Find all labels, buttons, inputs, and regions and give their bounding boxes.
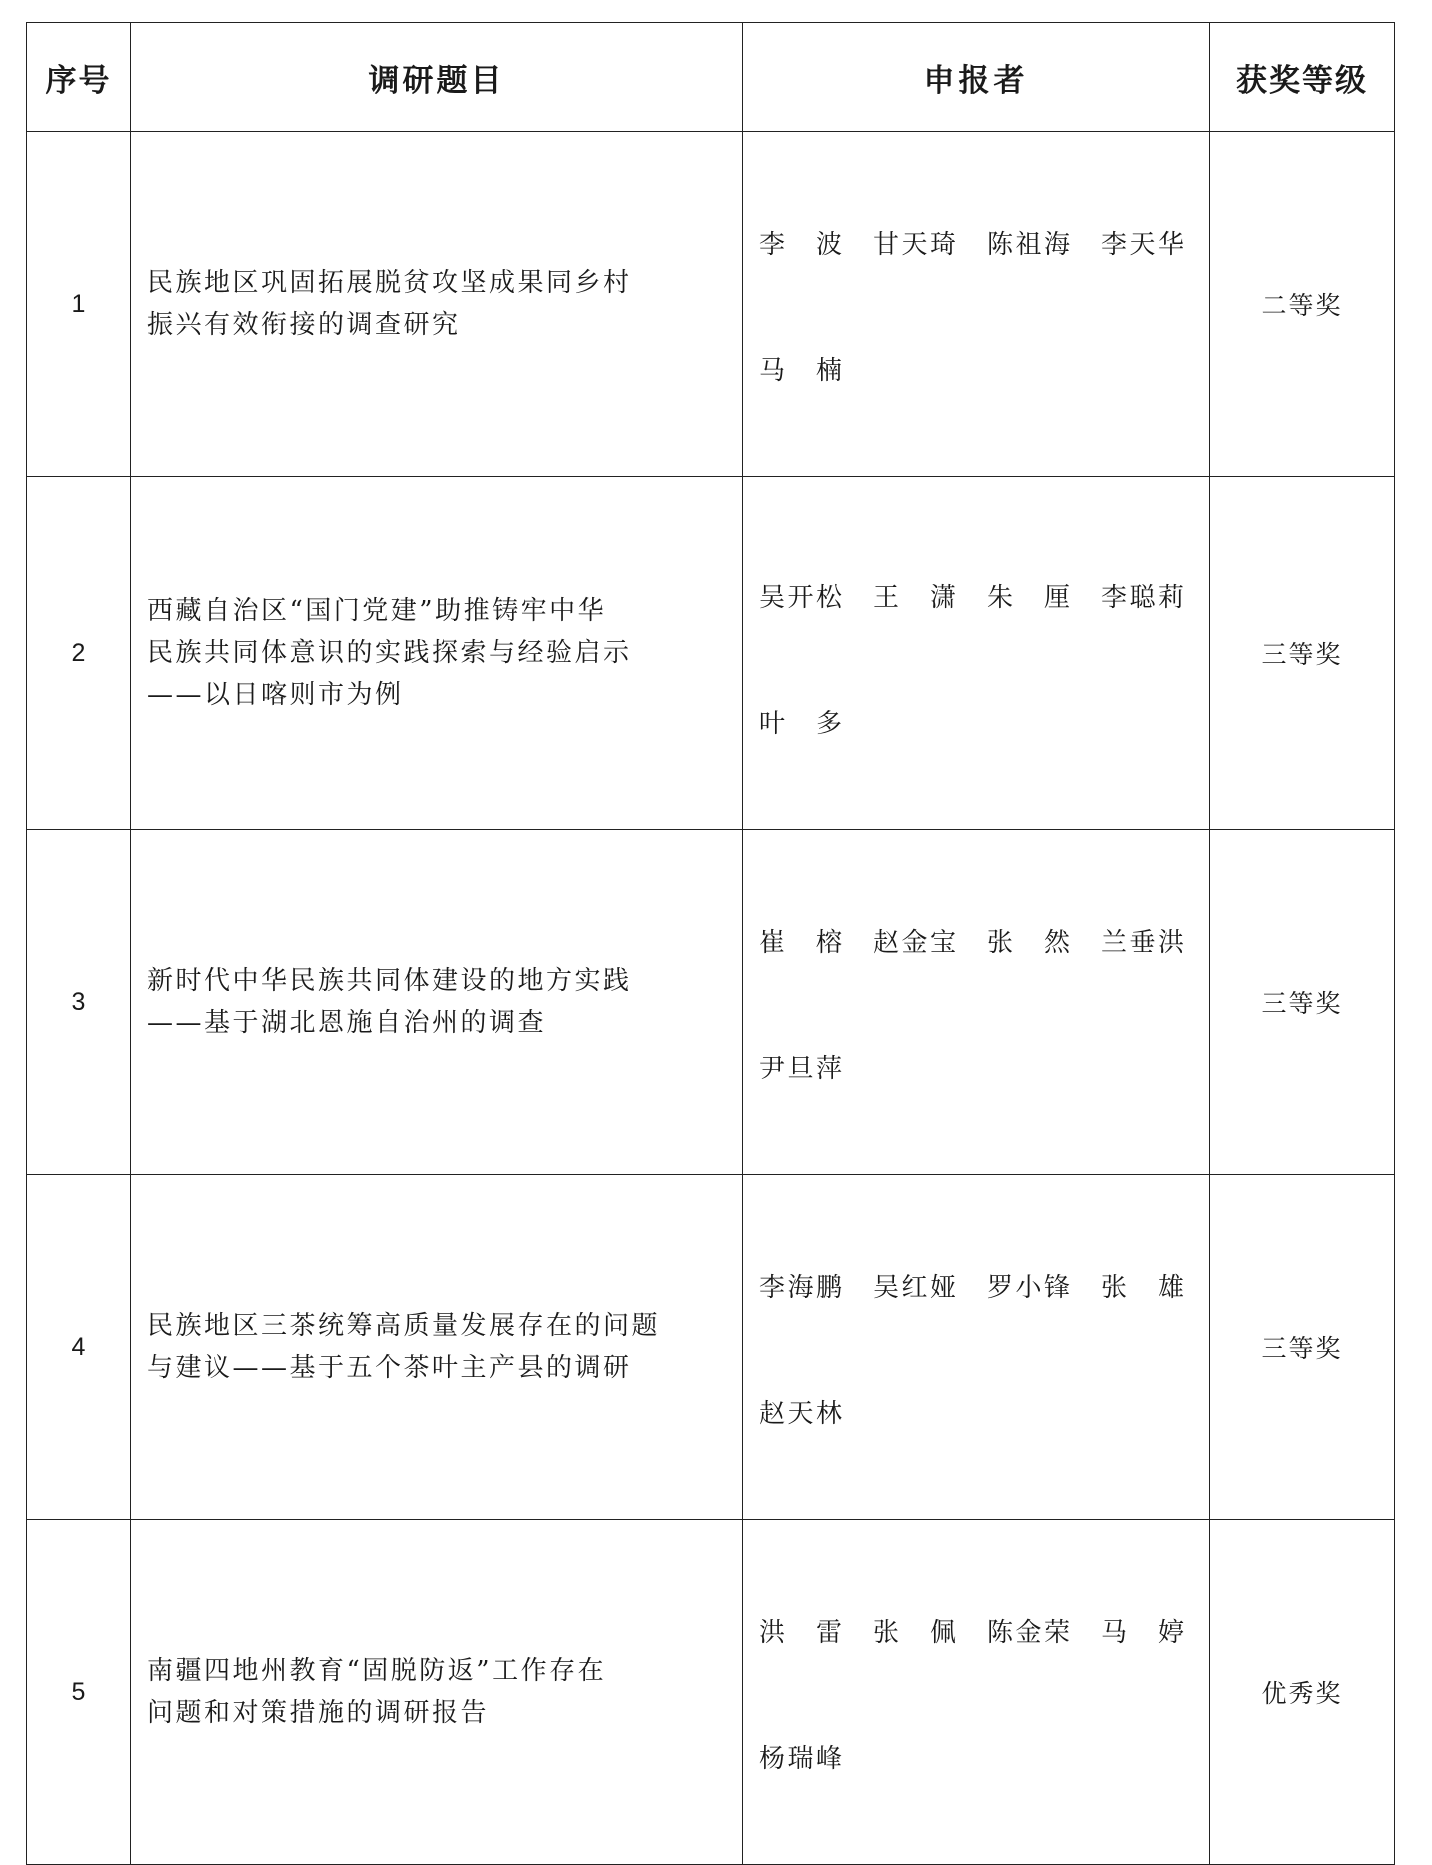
row-award: 优秀奖: [1210, 1520, 1395, 1865]
header-index: 序号: [27, 23, 131, 132]
row-title: [131, 1520, 743, 1865]
header-reporter: 申报者: [743, 23, 1210, 132]
table-row: [27, 132, 1395, 477]
table-row: [27, 830, 1395, 1175]
reporter-line: 李 波 甘天琦 陈祖海 李天华: [759, 230, 1187, 260]
row-index: 2: [27, 477, 131, 830]
row-title: [131, 1175, 743, 1520]
row-award: 三等奖: [1210, 477, 1395, 830]
title-line: ——基于湖北恩施自治州的调查: [147, 1008, 547, 1038]
row-title: [131, 477, 743, 830]
title-line: 南疆四地州教育“固脱防返”工作存在: [147, 1656, 607, 1686]
reporter-line: 李海鹏 吴红娅 罗小锋 张 雄: [759, 1273, 1187, 1303]
title-line: 问题和对策措施的调研报告: [147, 1698, 490, 1728]
row-index: 1: [27, 132, 131, 477]
title-line: ——以日喀则市为例: [147, 680, 404, 710]
award-table: [26, 22, 1395, 1865]
row-title: [131, 830, 743, 1175]
title-line: 民族地区三茶统筹高质量发展存在的问题: [147, 1311, 661, 1341]
row-reporter: [743, 132, 1210, 477]
row-reporter: [743, 1175, 1210, 1520]
reporter-line: 洪 雷 张 佩 陈金荣 马 婷: [759, 1618, 1187, 1648]
title-line: 新时代中华民族共同体建设的地方实践: [147, 966, 632, 996]
table-row: [27, 477, 1395, 830]
header-title: 调研题目: [131, 23, 743, 132]
title-line: 民族共同体意识的实践探索与经验启示: [147, 638, 632, 668]
reporter-line: 尹旦萍: [759, 1054, 845, 1084]
title-line: 与建议——基于五个茶叶主产县的调研: [147, 1353, 632, 1383]
row-award: 三等奖: [1210, 1175, 1395, 1520]
title-line: 西藏自治区“国门党建”助推铸牢中华: [147, 596, 607, 626]
row-reporter: [743, 477, 1210, 830]
row-award: 二等奖: [1210, 132, 1395, 477]
row-index: 4: [27, 1175, 131, 1520]
reporter-line: 吴开松 王 潇 朱 厘 李聪莉: [759, 583, 1187, 613]
reporter-line: 马 楠: [759, 356, 845, 386]
reporter-line: 杨瑞峰: [759, 1744, 845, 1774]
row-index: 5: [27, 1520, 131, 1865]
reporter-line: 叶 多: [759, 709, 845, 739]
row-reporter: [743, 1520, 1210, 1865]
header-award: 获奖等级: [1210, 23, 1395, 132]
reporter-line: 赵天林: [759, 1399, 845, 1429]
table-row: [27, 1520, 1395, 1865]
row-index: 3: [27, 830, 131, 1175]
table-row: [27, 1175, 1395, 1520]
title-line: 民族地区巩固拓展脱贫攻坚成果同乡村: [147, 268, 632, 298]
header-row: [27, 23, 1395, 132]
row-reporter: [743, 830, 1210, 1175]
row-award: 三等奖: [1210, 830, 1395, 1175]
reporter-line: 崔 榕 赵金宝 张 然 兰垂洪: [759, 928, 1187, 958]
row-title: [131, 132, 743, 477]
title-line: 振兴有效衔接的调查研究: [147, 310, 461, 340]
